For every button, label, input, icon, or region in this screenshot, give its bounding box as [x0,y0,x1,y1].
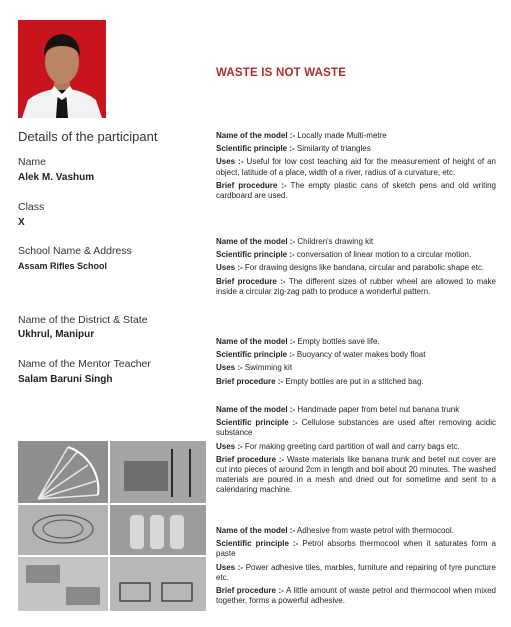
model-principle: Petrol absorbs thermocool when it saturates form a paste [216,539,496,559]
pattern-drawing-photo [18,505,108,555]
mentor-value: Salam Baruni Singh [18,374,113,385]
model-name: Empty bottles save life. [297,337,380,346]
model-uses: Swimming kit [244,363,293,373]
model-principle: conversation of linear motion to a circular motion. [296,250,472,260]
participant-photo [18,20,106,118]
page-title: WASTE IS NOT WASTE [216,67,347,79]
name-label: Name [18,156,47,168]
model-procedure: The different sizes of rubber wheel are allowed to make inside a circular zig-zag path to produce a wonderful pattern. [216,276,497,296]
class-label: Class [18,201,45,213]
model-principle: Cellulose substances are used after removing acidic substance [216,418,496,438]
school-label: School Name & Address [18,245,132,257]
school-value: Assam Rifles School [18,261,108,271]
name-value: Alek M. Vashum [18,172,95,183]
handmade-paper-photo [18,557,108,611]
model-procedure: A little amount of waste petrol and thermocool when mixed together, forms a powerful adhesive. [216,586,496,606]
bottle-kit-photo [110,505,206,555]
multimetre-photo [110,441,206,503]
participant-heading: Details of the participant [18,129,158,144]
district-label: Name of the District & State [18,314,148,326]
model-photo-collage [18,441,206,611]
model-block-4: Name of the model :- Handmade paper from betel nut banana trunk Scientific principle :- Cellulose substances are used after removing acidic substance Uses :- For making greeting card partition of wall and carry bags etc. Brief procedure :- Waste materials like banana trunk and betel nut cover are cut into pieces of around 2cm in length and boil about 20 minutes. The washed materials are poured in a mesh and dried out for sometime and sent to a calendaring machine. [216,405,496,495]
model-principle: Similarity of triangles [296,144,371,154]
model-name: Locally made Multi-metre [297,131,387,140]
model-name: Handmade paper from betel nut banana trunk [297,405,460,414]
model-name: Children's drawing kit [297,237,374,246]
model-principle: Buoyancy of water makes body float [296,350,426,360]
model-block-2: Name of the model :- Children's drawing kit Scientific principle :- conversation of linear motion to a circular motion. Uses :- For drawing designs like bandana, circular and parabolic shape etc. Brief procedure :- The different sizes of rubber wheel are allowed to make inside a circular zig-zag path to produce a wonderful pattern. [216,237,497,296]
model-uses: Useful for low cost teaching aid for the measurement of height of an object, latitude of a place, width of a river, radius of a curvature, etc. [216,157,496,177]
model-uses: Power adhesive tiles, marbles, furniture and repairing of tyre puncture etc. [216,562,496,582]
model-procedure: The empty plastic cans of sketch pens and old writing cardboard are used. [216,180,496,201]
district-value: Ukhrul, Manipur [18,329,95,340]
drawing-kit-photo [18,441,108,503]
model-procedure: Waste materials like banana trunk and betel nut cover are cut into pieces of around 2cm in length and boil about 20 minutes. The washed materials are poured in a mesh and dried out for sometime and sent to a calendaring machine. [216,454,496,495]
class-value: X [18,217,25,228]
model-procedure: Empty bottles are put in a stitched bag. [285,376,424,386]
mentor-label: Name of the Mentor Teacher [18,358,151,370]
model-name: Adhesive from waste petrol with thermocool. [296,526,454,535]
model-uses: For making greeting card partition of wall and carry bags etc. [244,441,460,451]
model-block-3: Name of the model :- Empty bottles save life. Scientific principle :- Buoyancy of water makes body float Uses :- Swimming kit Brief procedure :- Empty bottles are put in a stitched bag. [216,337,426,386]
model-uses: For drawing designs like bandana, circular and parabolic shape etc. [244,263,485,273]
model-block-1: Name of the model :- Locally made Multi-metre Scientific principle :- Similarity of triangles Uses :- Useful for low cost teaching aid for the measurement of height of an object, latitude of a place, width of a river, radius of a curvature, etc. Brief procedure :- The empty plastic cans of sketch pens and old writing cardboard are used. [216,131,496,201]
model-block-5: Name of the model :- Adhesive from waste petrol with thermocool. Scientific principle :- Petrol absorbs thermocool when it saturates form a paste Uses :- Power adhesive tiles, marbles, furniture and repairing of tyre puncture etc. Brief procedure :- A little amount of waste petrol and thermocool when mixed together, forms a powerful adhesive. [216,526,496,606]
adhesive-photo [110,557,206,611]
